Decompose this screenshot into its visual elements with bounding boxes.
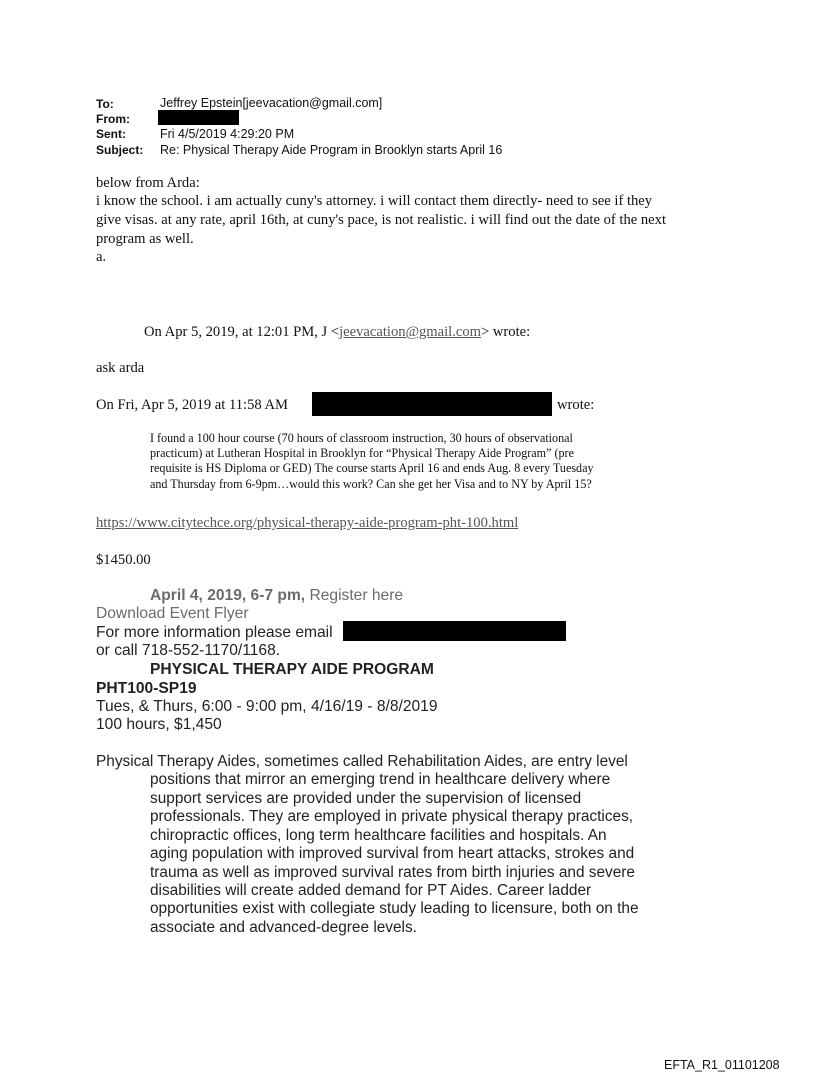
reply-wrote: wrote: [557, 397, 595, 413]
register-link[interactable]: Register here [305, 587, 404, 604]
reply-text: ask arda [96, 360, 145, 376]
program-title: PHYSICAL THERAPY AIDE PROGRAM [150, 661, 434, 678]
desc-line: disabilities will create added demand for PT Aides. Career ladder [150, 882, 592, 899]
course-link[interactable]: https://www.citytechce.org/physical-therapy-aide-program-pht-100.html [96, 515, 519, 531]
redaction-box [158, 110, 239, 125]
quote-line: I found a 100 hour course (70 hours of classroom instruction, 30 hours of observational [150, 431, 573, 445]
sent-value: Fri 4/5/2019 4:29:20 PM [160, 127, 295, 141]
program-hours: 100 hours, $1,450 [96, 716, 222, 733]
event-date: April 4, 2019, 6-7 pm, [150, 587, 306, 604]
desc-line: associate and advanced-degree levels. [150, 919, 417, 936]
reply-prefix: On Apr 5, 2019, at 12:01 PM, J < [144, 324, 340, 340]
redaction-box [343, 621, 566, 641]
more-info: For more information please email [96, 624, 333, 641]
quote-line: and Thursday from 6-9pm…would this work? Can she get her Visa and to NY by April 15? [150, 477, 592, 491]
desc-line: trauma as well as improved survival rates from birth injuries and severe [150, 864, 635, 881]
body-line: program as well. [96, 231, 194, 247]
desc-line: support services are provided under the supervision of licensed [150, 790, 582, 807]
desc-line: positions that mirror an emerging trend in healthcare delivery where [150, 771, 611, 788]
call-info: or call 718-552-1170/1168. [96, 642, 281, 659]
body-line: i know the school. i am actually cuny's attorney. i will contact them directly- need to see if they [96, 193, 653, 209]
reply-attribution-2: On Fri, Apr 5, 2019 at 11:58 AM [96, 397, 289, 413]
subject-value: Re: Physical Therapy Aide Program in Brooklyn starts April 16 [160, 143, 503, 157]
to-value: Jeffrey Epstein[jeevacation@gmail.com] [160, 96, 383, 110]
desc-line: Physical Therapy Aides, sometimes called Rehabilitation Aides, are entry level [96, 753, 628, 770]
body-line: below from Arda: [96, 175, 200, 191]
quote-line: practicum) at Lutheran Hospital in Brooklyn for “Physical Therapy Aide Program” (pre [150, 446, 574, 460]
reply-suffix: > wrote: [481, 324, 531, 340]
event-line [150, 587, 403, 606]
download-flyer-link[interactable]: Download Event Flyer [96, 605, 249, 622]
program-code: PHT100-SP19 [96, 680, 197, 697]
redaction-box [312, 392, 552, 416]
from-label: From: [96, 112, 130, 126]
desc-line: opportunities exist with collegiate study leading to licensure, both on the [150, 900, 639, 917]
to-label: To: [96, 97, 114, 111]
desc-line: aging population with improved survival from heart attacks, strokes and [150, 845, 635, 862]
document-id: EFTA_R1_01101208 [664, 1058, 780, 1072]
price: $1450.00 [96, 552, 151, 568]
desc-line: chiropractic offices, long term healthcare facilities and hospitals. An [150, 827, 607, 844]
body-line: give visas. at any rate, april 16th, at cuny's pace, is not realistic. i will find out the date of the next [96, 212, 667, 228]
desc-line: professionals. They are employed in private physical therapy practices, [150, 808, 634, 825]
sent-label: Sent: [96, 127, 126, 141]
reply-attribution [144, 323, 530, 343]
body-line: a. [96, 249, 107, 265]
program-schedule: Tues, & Thurs, 6:00 - 9:00 pm, 4/16/19 - 8/8/2019 [96, 698, 438, 715]
email-link[interactable]: jeevacation@gmail.com [339, 324, 482, 340]
quote-line: requisite is HS Diploma or GED) The course starts April 16 and ends Aug. 8 every Tuesday [150, 461, 594, 475]
subject-label: Subject: [96, 143, 144, 157]
